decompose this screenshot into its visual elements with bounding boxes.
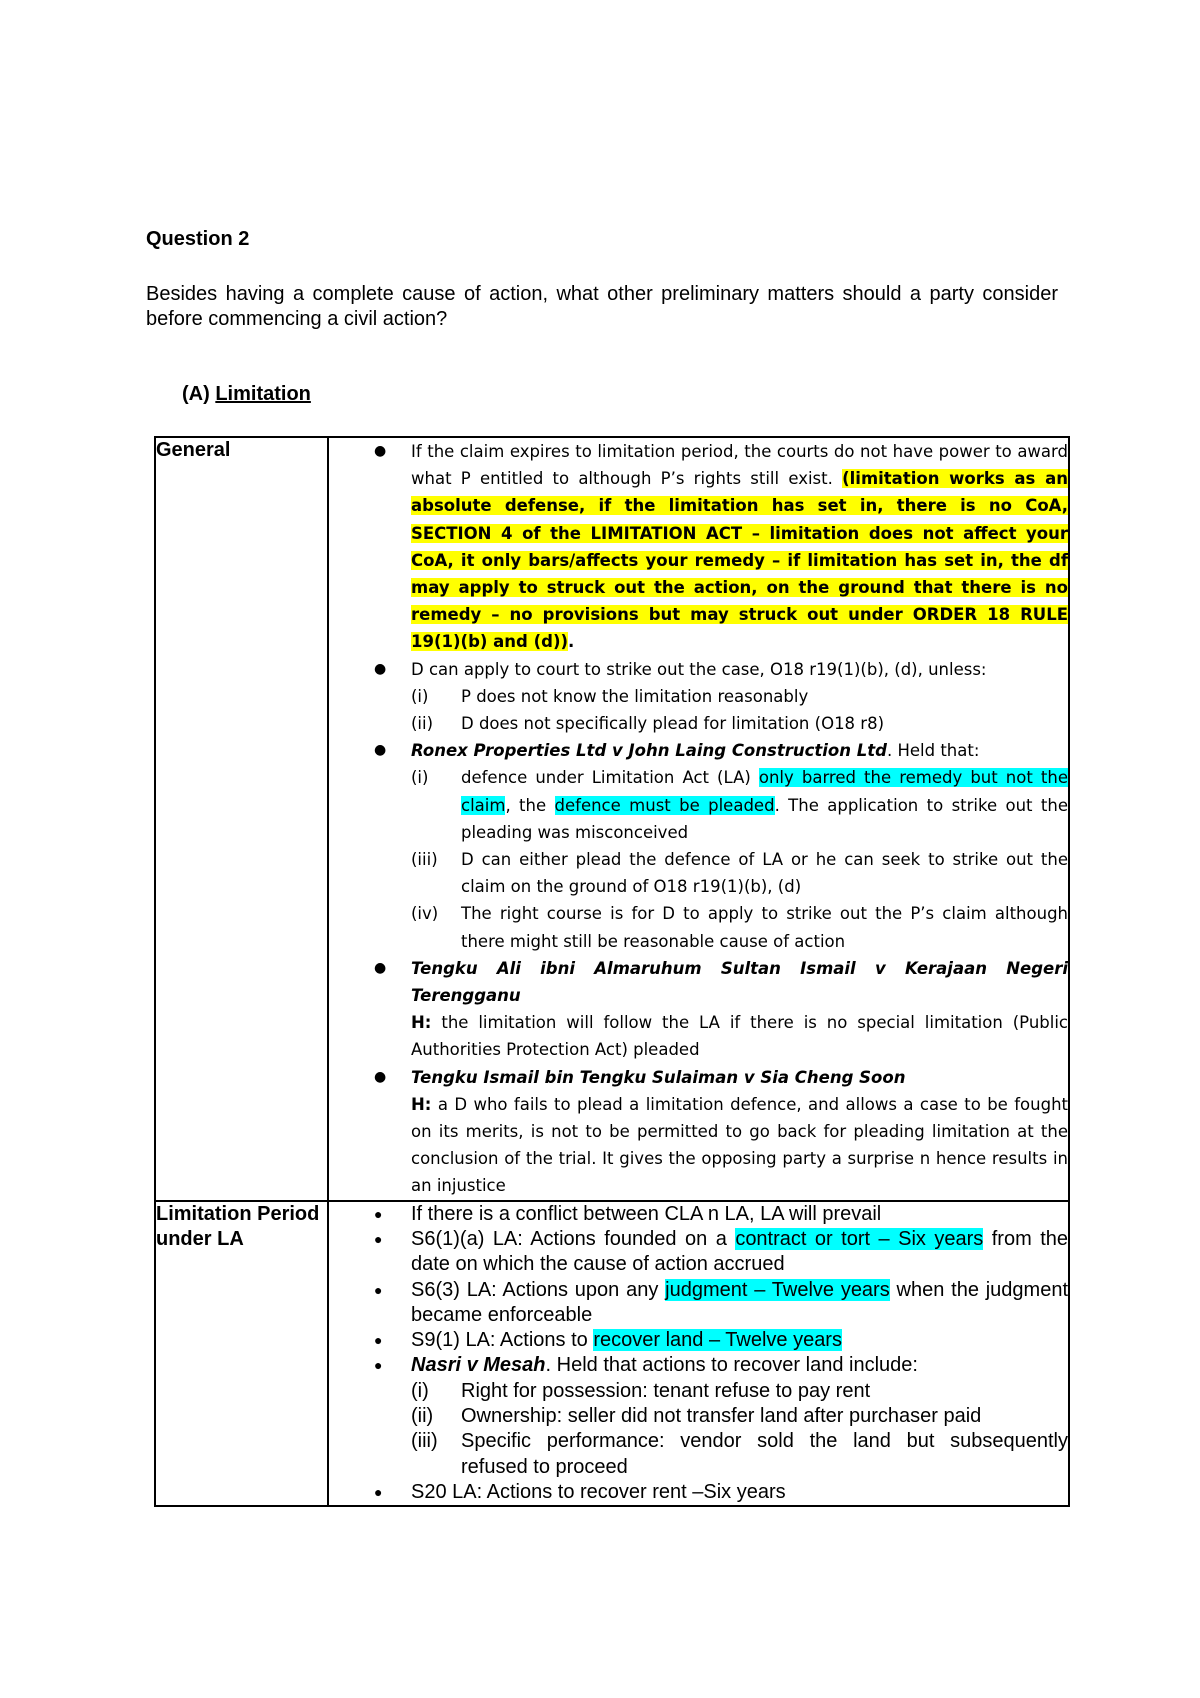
held-body: a D who fails to plead a limitation defence, and allows a case to be fought on its merits, is not to be permitted to go back for pleading limitation at the conclusion of the trial. It gives the opposing party a surprise n hence results in an injustice [411,1094,1068,1196]
cyan-highlight: contract or tort – Six years [735,1227,984,1250]
held-label: H: [411,1013,432,1033]
bullet-text: . Held that: [886,741,980,761]
bullet-icon: ● [374,1068,387,1085]
bullet-text: If the claim expires to limitation period, the courts do not have power to award what P entitled to although P’s rights still exist. [411,442,1068,489]
item-text: D can either plead the defence of LA or he can seek to strike out the claim on the ground of O18 r19(1)(b), (d) [461,850,1068,897]
item-number: (ii) [411,714,434,734]
list-item [411,1429,1068,1480]
bullet-icon: ● [374,1483,383,1500]
row-content-limitation-period [328,1201,1069,1507]
item-text: Specific performance: vendor sold the land but subsequently refused to proceed [461,1430,1068,1478]
list-item [329,656,1068,738]
item-text: defence under Limitation Act (LA) [461,768,759,788]
list-item [411,1379,1068,1404]
question-text: Besides having a complete cause of action, what other preliminary matters should a party consider before commencing a civil action? [146,283,1058,330]
bullet-icon: ● [374,1281,383,1298]
list-item [329,1278,1068,1329]
item-text: The right course is for D to apply to strike out the P’s claim although there might still be reasonable cause of action [461,904,1068,951]
bullet-text: from the date on which the cause of action accrued [411,1227,1069,1276]
list-item [329,737,1068,955]
item-text: Ownership: seller did not transfer land after purchaser paid [461,1405,982,1428]
item-text: , the [505,795,555,815]
list-item [411,1404,1068,1429]
list-item [329,438,1068,656]
section-prefix: (A) [182,383,216,405]
case-name: Tengku Ali ibni Almaruhum Sultan Ismail v Kerajaan Negeri Terengganu [411,958,1068,1006]
item-number: (i) [411,1379,429,1402]
bullet-icon: ● [374,1205,383,1222]
bullet-icon: ● [374,1357,383,1374]
list-item [329,1328,1068,1353]
list-item [329,1064,1068,1200]
general-bullet-list [329,438,1068,1200]
numbered-list [411,764,1068,954]
item-text: . The application to strike out the pleading was misconceived [461,795,1068,842]
list-item [411,710,1068,737]
bullet-text: S6(1)(a) LA: Actions founded on a [411,1227,736,1250]
row-label-general: General [155,437,328,1201]
limitation-bullet-list [329,1202,1068,1506]
bullet-text: S20 LA: Actions to recover rent –Six years [411,1480,786,1503]
cyan-highlight: recover land – Twelve years [593,1329,842,1352]
list-item [411,764,1068,846]
bullet-icon: ● [374,959,387,976]
item-number: (ii) [411,1405,434,1428]
cyan-highlight: judgment – Twelve years [665,1278,890,1301]
item-number: (i) [411,768,429,788]
bullet-text: D can apply to court to strike out the case, O18 r19(1)(b), (d), unless: [411,659,987,679]
list-item [329,1480,1068,1505]
case-name: Ronex Properties Ltd v John Laing Construction Ltd [411,741,887,761]
bullet-icon: ● [374,660,387,677]
list-item [411,900,1068,954]
table-row-limitation-period [155,1201,1069,1507]
item-number: (iii) [411,850,438,870]
list-item [329,955,1068,1064]
list-item [411,683,1068,710]
section-heading [182,383,311,406]
item-text: D does not specifically plead for limitation (O18 r8) [461,714,885,734]
list-item [411,846,1068,900]
section-title: Limitation [215,383,311,405]
item-number: (iv) [411,904,439,924]
bullet-icon: ● [374,742,387,759]
held-label: H: [411,1094,432,1114]
bullet-text: . Held that actions to recover land include: [545,1354,918,1377]
held-text [411,1009,1068,1063]
yellow-highlight: (limitation works as an absolute defense, if the limitation has set in, there is no CoA, SECTION 4 of the LIMITATION ACT – limitation does not affect your CoA, it only bars/affects your remedy – if limitation has set in, the df may apply to struck out the action, on the ground that there is no remedy – no provisions but may struck out under ORDER 18 RULE 19(1)(b) and (d)) [411,469,1068,652]
bullet-icon: ● [374,443,387,459]
list-item [329,1202,1068,1227]
item-text: P does not know the limitation reasonably [461,686,809,706]
item-number: (i) [411,686,429,706]
item-text: Right for possession: tenant refuse to pay rent [461,1379,871,1402]
numbered-list [411,683,1068,737]
table-row-general [155,437,1069,1201]
case-name: Nasri v Mesah [411,1354,546,1377]
list-item [329,1227,1068,1278]
case-name: Tengku Ismail bin Tengku Sulaiman v Sia Cheng Soon [411,1067,906,1087]
cyan-highlight: only barred the remedy but not the claim [461,768,1068,815]
limitation-table [154,436,1070,1507]
bullet-text: when the judgment became enforceable [411,1278,1069,1326]
bullet-text: S6(3) LA: Actions upon any [411,1278,666,1301]
cyan-highlight: defence must be pleaded [554,795,775,815]
row-label-limitation-period: Limitation Period under LA [155,1201,328,1507]
held-body: the limitation will follow the LA if there is no special limitation (Public Authorities Protection Act) pleaded [411,1013,1068,1060]
bullet-text: S9(1) LA: Actions to [411,1329,594,1352]
held-text [411,1091,1068,1200]
bullet-text: If there is a conflict between CLA n LA, LA will prevail [411,1202,882,1225]
bullet-icon: ● [374,1332,383,1349]
bullet-icon: ● [374,1230,383,1247]
question-title: Question 2 [146,228,250,250]
bullet-end: . [568,632,575,652]
row-content-general [328,437,1069,1201]
numbered-list [411,1379,1068,1480]
list-item [329,1353,1068,1479]
item-number: (iii) [411,1430,438,1453]
